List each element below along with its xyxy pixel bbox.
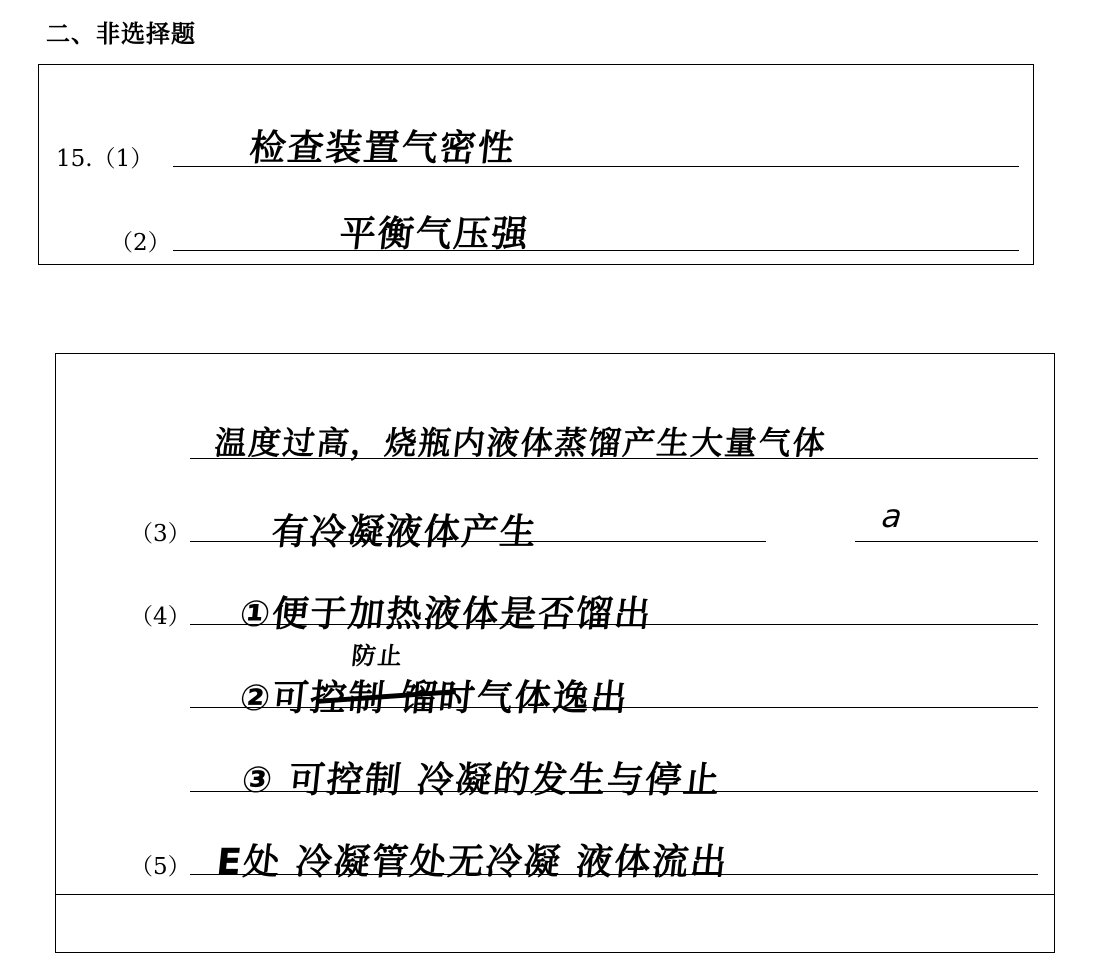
section-title: 二、非选择题 xyxy=(46,20,196,48)
question-label-4: （4） xyxy=(130,604,191,630)
handwritten-answer-3b: a xyxy=(880,497,906,535)
handwritten-answer-4-3: ③ 可控制 冷凝的发生与停止 xyxy=(239,760,724,801)
answer-box-q15 xyxy=(38,64,1034,265)
handwritten-answer-15-1: 检查装置气密性 xyxy=(247,128,518,169)
handwritten-insertion-4-2: 防止 xyxy=(350,642,406,670)
handwritten-answer-15-2: 平衡气压强 xyxy=(337,214,532,255)
handwritten-answer-4-2: ②可控制 馏时气体逸出 xyxy=(237,678,631,719)
answer-line-15-2 xyxy=(173,250,1019,251)
question-label-5: （5） xyxy=(130,854,191,880)
question-label-15-2: （2） xyxy=(110,230,171,256)
handwritten-answer-3a: 有冷凝液体产生 xyxy=(269,512,540,553)
handwritten-answer-4-1: ①便于加热液体是否馏出 xyxy=(237,594,655,635)
question-label-3: （3） xyxy=(130,521,191,547)
answer-line-3b xyxy=(855,541,1038,542)
handwritten-answer-line-1: 温度过高，烧瓶内液体蒸馏产生大量气体 xyxy=(212,424,829,462)
box-divider xyxy=(56,894,1054,895)
question-label-15-1: 15.（1） xyxy=(56,146,154,172)
handwritten-answer-5: E处 冷凝管处无冷凝 液体流出 xyxy=(214,842,731,883)
